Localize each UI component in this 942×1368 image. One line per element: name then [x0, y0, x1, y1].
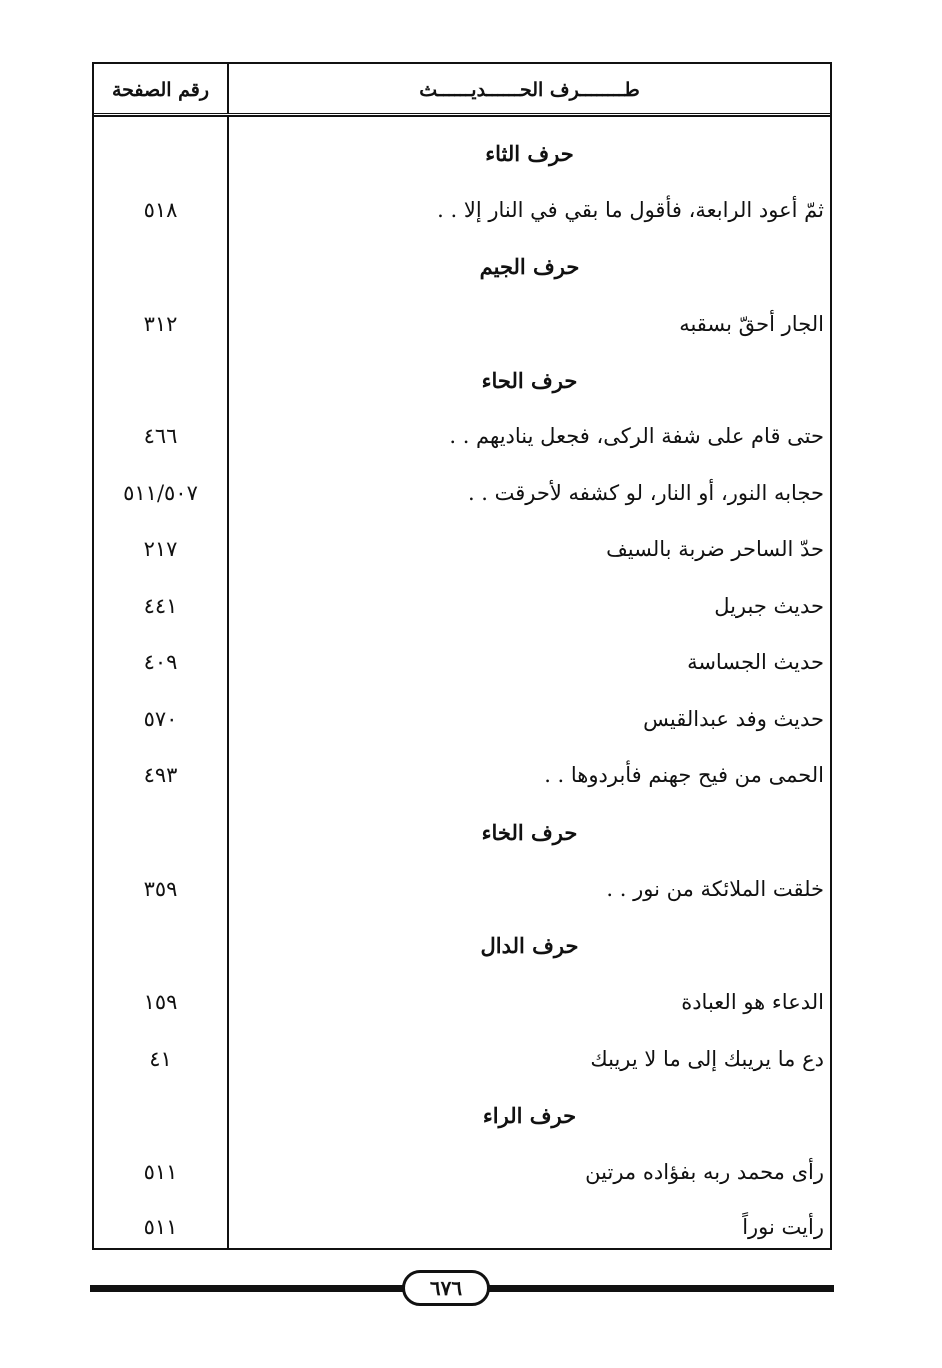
index-row [94, 1207, 830, 1247]
hadith-text: رأى محمد ربه بفؤاده مرتين [585, 1160, 824, 1184]
index-row [94, 699, 830, 739]
index-row [94, 190, 830, 230]
index-row [94, 1152, 830, 1192]
header-page-number: رقم الصفحة [111, 79, 210, 101]
hadith-index-table [92, 62, 832, 1250]
index-row [94, 642, 830, 682]
section-heading: حرف الدال [480, 933, 579, 958]
index-row [94, 416, 830, 456]
page-number-badge: ٦٧٦ [402, 1270, 490, 1306]
index-row [94, 473, 830, 513]
page-number: ٤٦٦ [143, 424, 178, 448]
page-number: ٥٧٠ [143, 707, 178, 731]
page-number: ٤١ [149, 1047, 172, 1071]
hadith-text: حدّ الساحر ضربة بالسيف [606, 537, 824, 561]
index-row [94, 869, 830, 909]
hadith-text: الدعاء هو العبادة [681, 990, 824, 1014]
hadith-text: حديث وفد عبدالقيس [643, 707, 824, 731]
header-hadith-tip: طــــــــرف الحــــــديــــــث [419, 79, 640, 101]
page-number: ٤٠٩ [143, 650, 178, 674]
hadith-text: حجابه النور، أو النار، لو كشفه لأحرقت . . [467, 481, 824, 505]
hadith-text: خلقت الملائكة من نور . . [606, 877, 824, 901]
hadith-text: ثمّ أعود الرابعة، فأقول ما بقي في النار إلا . . [437, 198, 824, 222]
page-number: ٤٤١ [143, 594, 178, 618]
section-heading: حرف الجيم [479, 254, 580, 279]
index-row [94, 755, 830, 795]
section-heading: حرف الثاء [485, 141, 574, 166]
hadith-text: الجار أحقّ بسقبه [679, 312, 824, 336]
page-number: ٥١١/٥٠٧ [123, 481, 198, 505]
hadith-text: دع ما يريبك إلى ما لا يريبك [590, 1047, 824, 1071]
index-row [94, 304, 830, 344]
page-number: ٣٥٩ [143, 877, 178, 901]
page-number: ٤٩٣ [143, 763, 178, 787]
header-rule [94, 113, 830, 117]
section-heading: حرف الحاء [481, 368, 578, 393]
page-number: ١٥٩ [143, 990, 178, 1014]
index-row [94, 1039, 830, 1079]
index-row [94, 586, 830, 626]
hadith-text: حتى قام على شفة الركى، فجعل يناديهم . . [449, 424, 824, 448]
page-number: ٣١٢ [143, 312, 178, 336]
page-number: ٥١٨ [143, 198, 178, 222]
section-heading: حرف الخاء [481, 820, 578, 845]
hadith-text: رأيت نوراً [742, 1215, 824, 1239]
index-row [94, 982, 830, 1022]
index-row [94, 529, 830, 569]
hadith-text: حديث الجساسة [687, 650, 824, 674]
hadith-text: الحمى من فيح جهنم فأبردوها . . [544, 763, 824, 787]
page-number: ٢١٧ [143, 537, 178, 561]
page-number: ٥١١ [143, 1215, 178, 1239]
page-number: ٥١١ [143, 1160, 178, 1184]
section-heading: حرف الراء [482, 1103, 577, 1128]
hadith-text: حديث جبريل [714, 594, 824, 618]
